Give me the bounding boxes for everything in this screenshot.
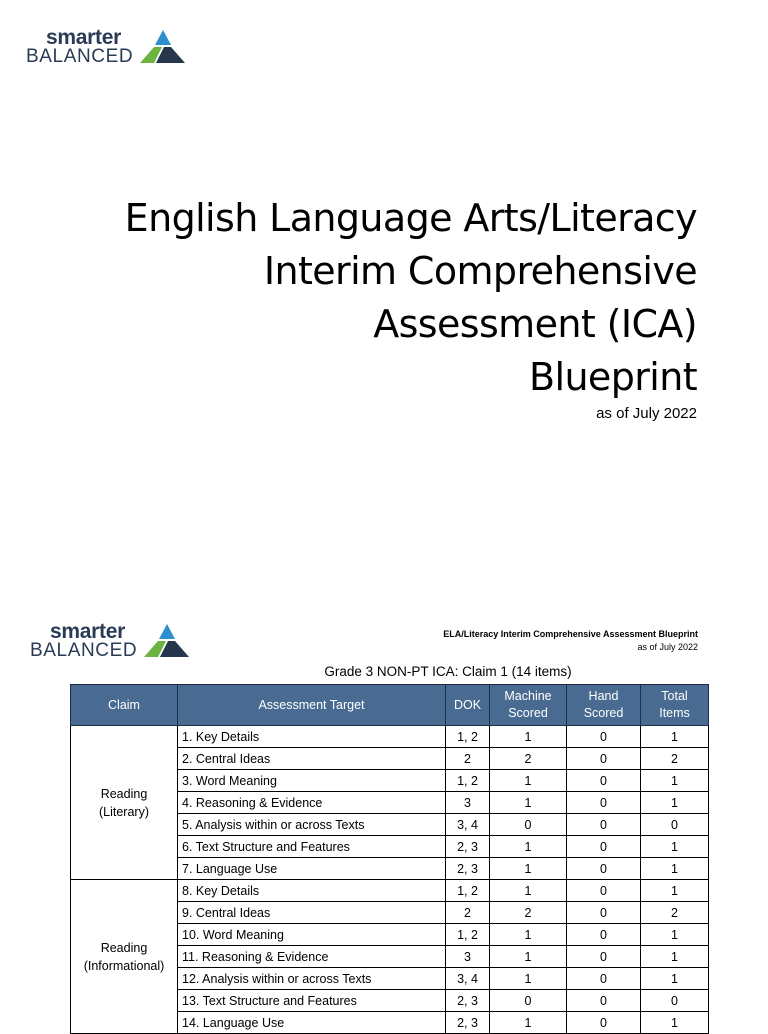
target-cell: 6. Text Structure and Features — [178, 836, 446, 858]
hand-scored-cell: 0 — [567, 792, 641, 814]
machine-scored-cell: 1 — [490, 1012, 567, 1034]
dok-cell: 1, 2 — [446, 924, 490, 946]
column-header-total-items — [641, 685, 709, 726]
running-header-date: as of July 2022 — [637, 642, 698, 652]
total-items-cell: 0 — [641, 990, 709, 1012]
smarter-balanced-logo — [26, 26, 186, 70]
table-row — [71, 880, 709, 902]
machine-scored-cell: 1 — [490, 770, 567, 792]
logo-wordmark-balanced: BALANCED — [26, 46, 134, 67]
dok-cell: 3 — [446, 792, 490, 814]
target-cell: 3. Word Meaning — [178, 770, 446, 792]
document-title-line: Interim Comprehensive — [263, 249, 697, 293]
target-cell: 9. Central Ideas — [178, 902, 446, 924]
total-items-cell: 1 — [641, 726, 709, 748]
logo-wordmark-smarter: smarter — [50, 620, 125, 643]
machine-scored-cell: 0 — [490, 990, 567, 1012]
header-text: Total — [661, 689, 688, 703]
dok-cell: 1, 2 — [446, 726, 490, 748]
claim-name: Reading — [100, 940, 148, 955]
target-cell: 12. Analysis within or across Texts — [178, 968, 446, 990]
target-cell: 2. Central Ideas — [178, 748, 446, 770]
logo-wordmark-balanced: BALANCED — [30, 640, 138, 661]
total-items-cell: 1 — [641, 946, 709, 968]
column-header-claim: Claim — [71, 685, 178, 726]
machine-scored-cell: 1 — [490, 880, 567, 902]
hand-scored-cell: 0 — [567, 814, 641, 836]
document-title-line: Blueprint — [529, 355, 697, 399]
page-running-header — [443, 628, 698, 654]
claim-cell — [71, 880, 178, 1034]
logo-triangles-icon — [144, 622, 190, 660]
claim-name: Reading — [100, 786, 148, 801]
dok-cell: 1, 2 — [446, 770, 490, 792]
dok-cell: 2 — [446, 748, 490, 770]
total-items-cell: 1 — [641, 858, 709, 880]
claim-subtype: (Literary) — [98, 804, 149, 819]
machine-scored-cell: 2 — [490, 748, 567, 770]
dok-cell: 2 — [446, 902, 490, 924]
running-header-title: ELA/Literacy Interim Comprehensive Assessment Blueprint — [443, 629, 698, 639]
total-items-cell: 0 — [641, 814, 709, 836]
target-cell: 10. Word Meaning — [178, 924, 446, 946]
machine-scored-cell: 1 — [490, 968, 567, 990]
total-items-cell: 2 — [641, 748, 709, 770]
hand-scored-cell: 0 — [567, 748, 641, 770]
dok-cell: 3 — [446, 946, 490, 968]
target-cell: 5. Analysis within or across Texts — [178, 814, 446, 836]
machine-scored-cell: 1 — [490, 858, 567, 880]
total-items-cell: 1 — [641, 924, 709, 946]
hand-scored-cell: 0 — [567, 990, 641, 1012]
machine-scored-cell: 0 — [490, 814, 567, 836]
target-cell: 13. Text Structure and Features — [178, 990, 446, 1012]
header-text: Scored — [583, 706, 624, 720]
header-text: Scored — [508, 706, 548, 720]
column-header-machine-scored — [490, 685, 567, 726]
header-text: Hand — [588, 689, 619, 703]
total-items-cell: 1 — [641, 770, 709, 792]
hand-scored-cell: 0 — [567, 968, 641, 990]
target-cell: 14. Language Use — [178, 1012, 446, 1034]
hand-scored-cell: 0 — [567, 1012, 641, 1034]
document-title-block — [125, 192, 697, 422]
claim-subtype: (Informational) — [83, 958, 165, 973]
dok-cell: 3, 4 — [446, 814, 490, 836]
dok-cell: 2, 3 — [446, 836, 490, 858]
machine-scored-cell: 1 — [490, 726, 567, 748]
hand-scored-cell: 0 — [567, 924, 641, 946]
machine-scored-cell: 1 — [490, 792, 567, 814]
hand-scored-cell: 0 — [567, 880, 641, 902]
target-cell: 7. Language Use — [178, 858, 446, 880]
machine-scored-cell: 2 — [490, 902, 567, 924]
total-items-cell: 1 — [641, 968, 709, 990]
dok-cell: 3, 4 — [446, 968, 490, 990]
hand-scored-cell: 0 — [567, 836, 641, 858]
total-items-cell: 1 — [641, 792, 709, 814]
hand-scored-cell: 0 — [567, 902, 641, 924]
machine-scored-cell: 1 — [490, 924, 567, 946]
table-row — [71, 726, 709, 748]
machine-scored-cell: 1 — [490, 946, 567, 968]
target-cell: 8. Key Details — [178, 880, 446, 902]
hand-scored-cell: 0 — [567, 946, 641, 968]
target-cell: 1. Key Details — [178, 726, 446, 748]
table-header-row — [71, 685, 709, 726]
target-cell: 4. Reasoning & Evidence — [178, 792, 446, 814]
column-header-dok: DOK — [446, 685, 490, 726]
column-header-assessment-target: Assessment Target — [178, 685, 446, 726]
document-title-line: Assessment (ICA) — [373, 302, 697, 346]
dok-cell: 2, 3 — [446, 990, 490, 1012]
logo-wordmark-smarter: smarter — [46, 26, 121, 49]
header-text: Machine — [504, 689, 552, 703]
dok-cell: 2, 3 — [446, 858, 490, 880]
blueprint-table — [70, 684, 709, 1034]
document-date: as of July 2022 — [596, 405, 697, 422]
total-items-cell: 2 — [641, 902, 709, 924]
smarter-balanced-logo — [30, 620, 190, 664]
logo-triangles-icon — [140, 28, 186, 66]
header-text: Items — [659, 706, 690, 720]
table-caption: Grade 3 NON-PT ICA: Claim 1 (14 items) — [324, 664, 572, 679]
target-cell: 11. Reasoning & Evidence — [178, 946, 446, 968]
document-title-line: English Language Arts/Literacy — [124, 196, 697, 240]
hand-scored-cell: 0 — [567, 858, 641, 880]
dok-cell: 2, 3 — [446, 1012, 490, 1034]
column-header-hand-scored — [567, 685, 641, 726]
total-items-cell: 1 — [641, 880, 709, 902]
dok-cell: 1, 2 — [446, 880, 490, 902]
hand-scored-cell: 0 — [567, 770, 641, 792]
machine-scored-cell: 1 — [490, 836, 567, 858]
total-items-cell: 1 — [641, 1012, 709, 1034]
total-items-cell: 1 — [641, 836, 709, 858]
hand-scored-cell: 0 — [567, 726, 641, 748]
claim-cell — [71, 726, 178, 880]
